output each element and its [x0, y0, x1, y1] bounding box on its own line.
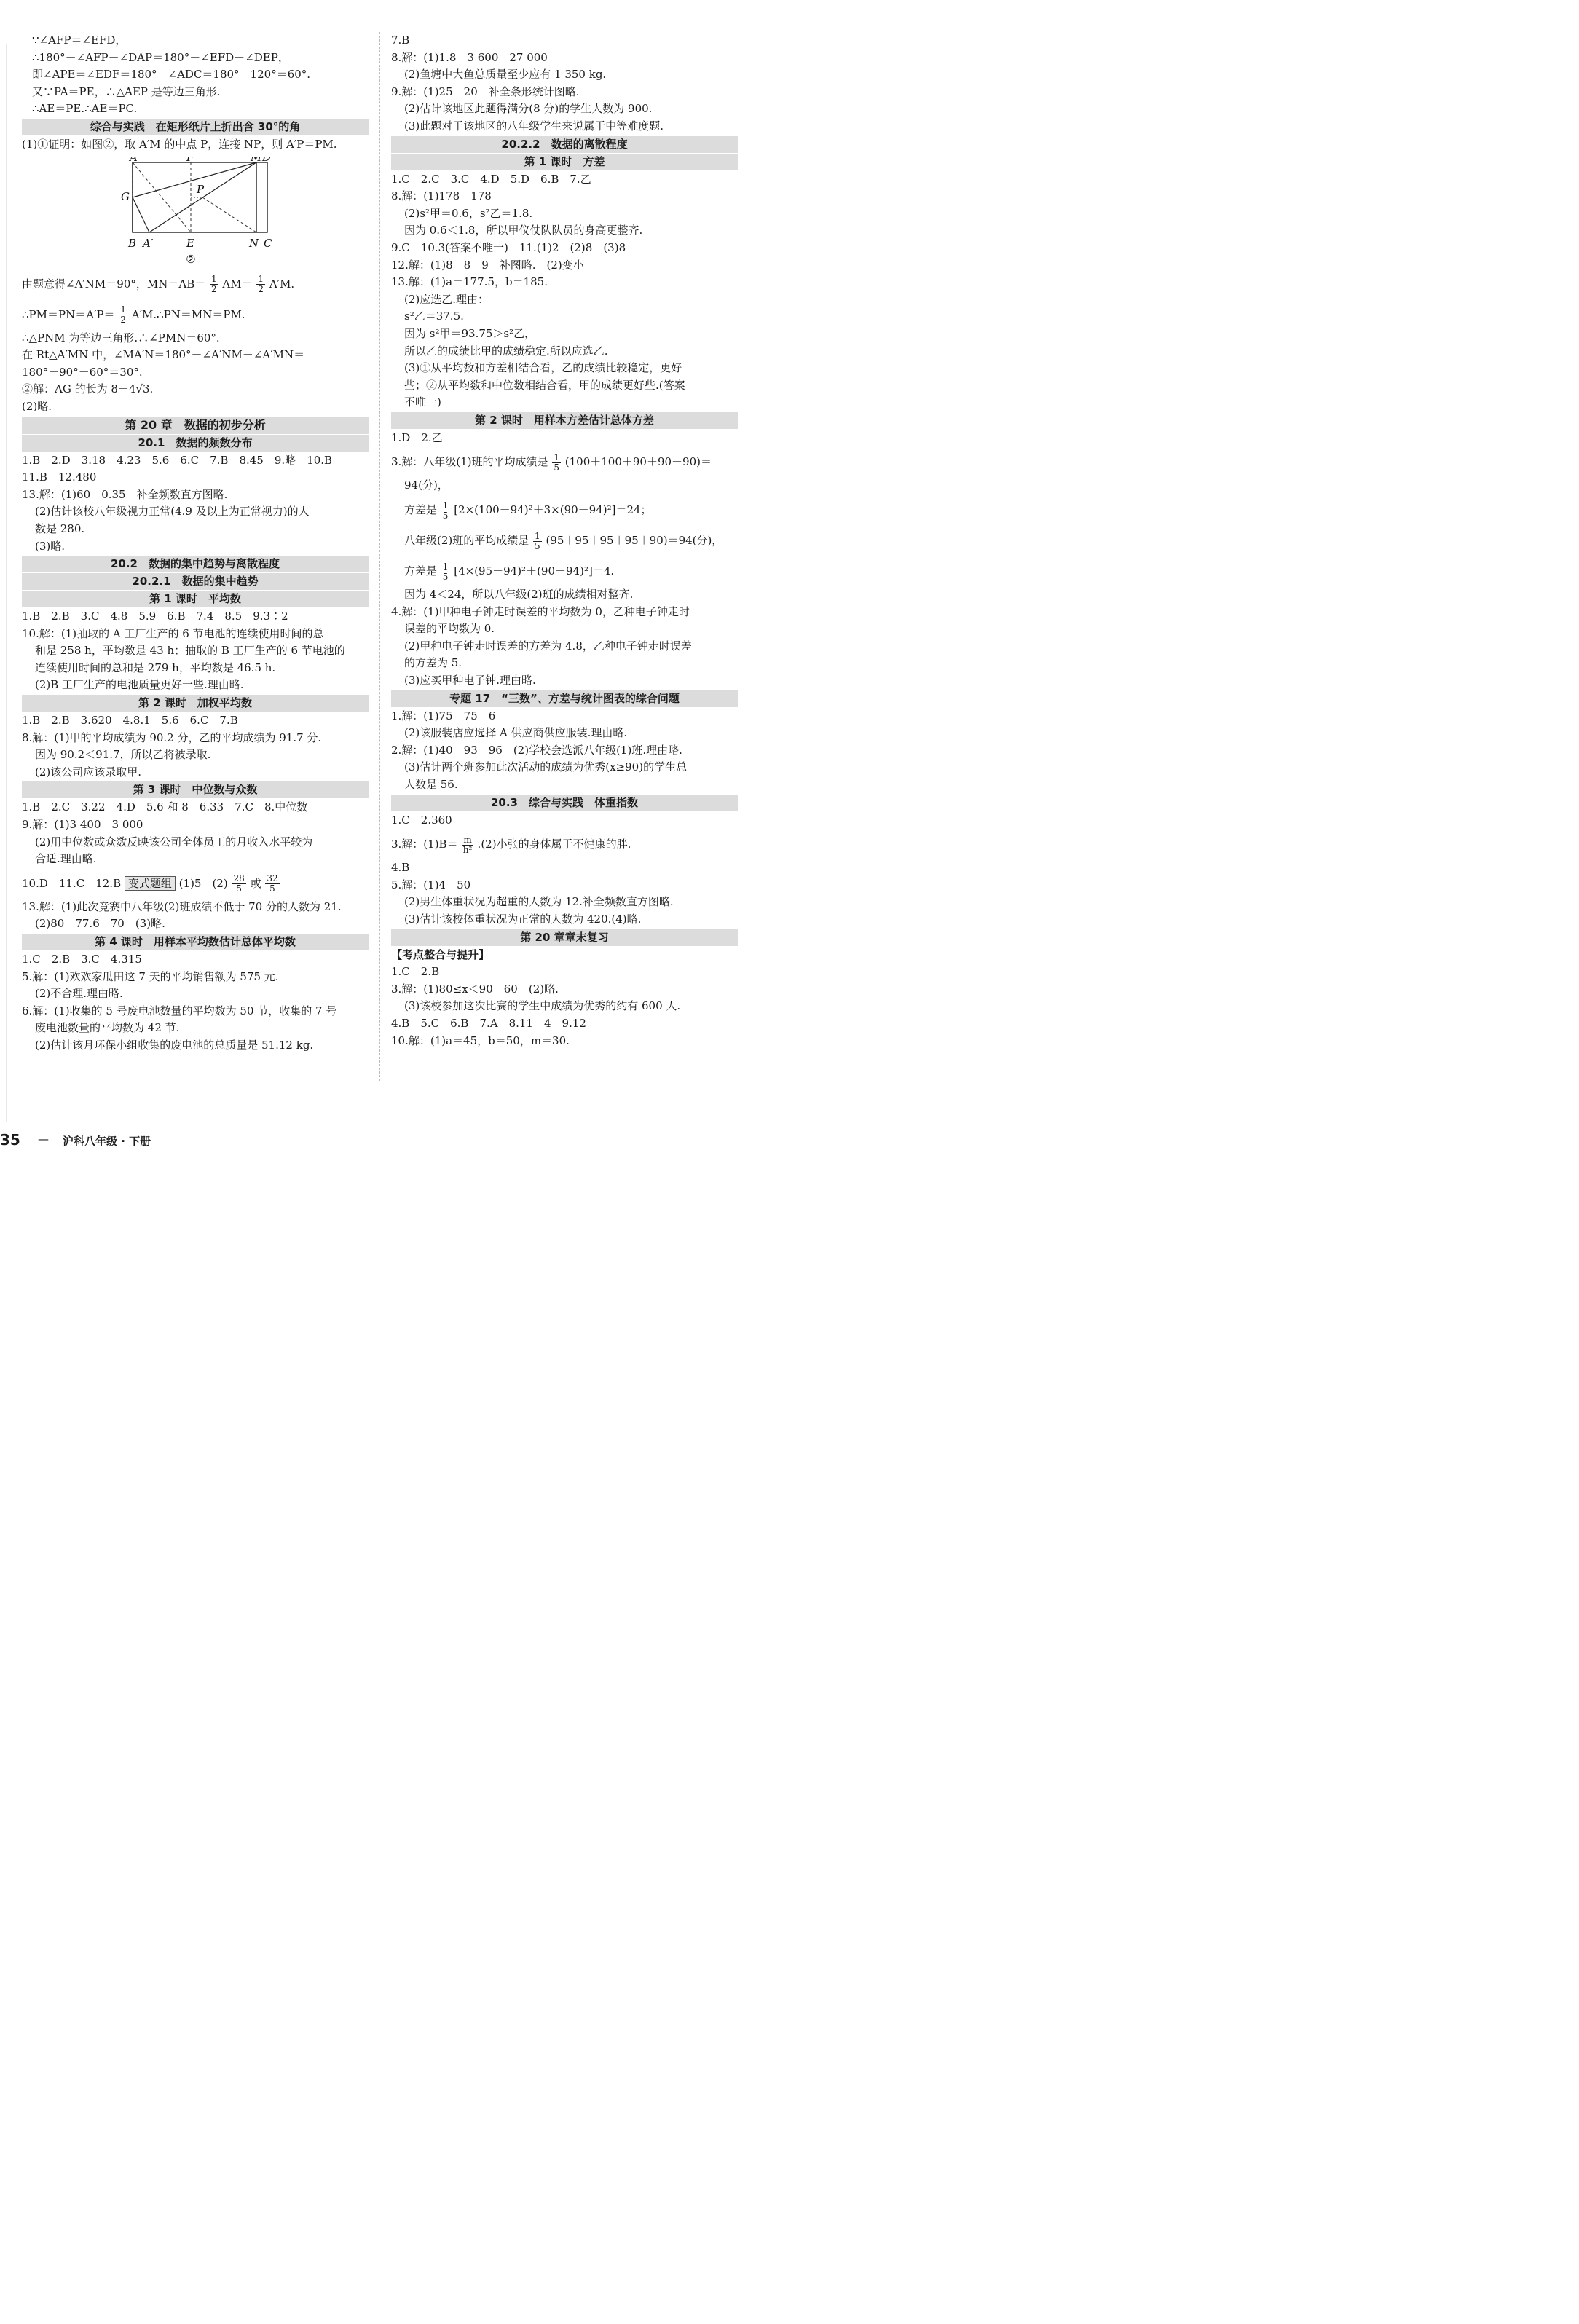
subsection-heading: 20.2.1 数据的集中趋势 — [22, 573, 369, 590]
text-line: 和是 258 h，平均数是 43 h；抽取的 B 工厂生产的 6 节电池的 — [35, 644, 345, 658]
lesson-heading: 第 2 课时 加权平均数 — [22, 695, 369, 712]
text-line: (2)该服装店应选择 A 供应商供应服装.理由略. — [404, 726, 628, 740]
text-line: 些；②从平均数和中位数相结合看，甲的成绩更好些.(答案 — [404, 378, 685, 392]
text-line: 由题意得∠A′NM＝90°，MN＝AB＝ $\frac{1}{2}$ AM＝ $\frac{1}{2}$ A′M. — [22, 274, 295, 295]
svg-text:E: E — [186, 236, 194, 250]
text-line: 合适.理由略. — [35, 852, 97, 866]
text-line: (2)不合理.理由略. — [35, 987, 123, 1001]
text-line: 废电池数量的平均数为 42 节. — [35, 1021, 180, 1035]
rectangle-fold-figure — [22, 157, 369, 266]
text-line: 2.解：(1)40 93 96 (2)学校会选派八年级(1)班.理由略. — [391, 743, 682, 757]
lesson-heading: 第 2 课时 用样本方差估计总体方差 — [391, 412, 738, 429]
text-line: (3)估计两个班参加此次活动的成绩为优秀(x≥90)的学生总 — [404, 760, 688, 774]
text-line: ∴180°－∠AFP－∠DAP＝180°－∠EFD－∠DEP， — [32, 50, 289, 64]
text-line: 180°－90°－60°＝30°. — [22, 365, 143, 379]
text-line: ∴PM＝PN＝A′P＝ $\frac{1}{2}$ A′M.∴PN＝MN＝PM. — [22, 304, 245, 326]
section-heading: 20.3 综合与实践 体重指数 — [391, 795, 738, 811]
text-line: (2)男生体重状况为超重的人数为 12.补全频数直方图略. — [404, 895, 674, 909]
text-line: 的方差为 5. — [404, 656, 462, 670]
text-line: 9.C 10.3(答案不唯一) 11.(1)2 (2)8 (3)8 — [391, 240, 626, 254]
text-line: (2)应选乙.理由： — [404, 292, 489, 306]
lesson-heading: 第 3 课时 中位数与众数 — [22, 781, 369, 798]
text-line: 1.B 2.D 3.18 4.23 5.6 6.C 7.B 8.45 9.略 10.B — [22, 453, 333, 467]
fraction: $\frac{1}{5}$ — [442, 500, 449, 521]
text-line: 连续使用时间的总和是 279 h，平均数是 46.5 h. — [35, 661, 276, 674]
section-heading: 20.1 数据的频数分布 — [22, 435, 369, 452]
text-line: s²乙＝37.5. — [404, 310, 464, 323]
text-line: (2)80 77.6 70 (3)略. — [35, 917, 165, 931]
text-line: 4.解：(1)甲种电子钟走时误差的平均数为 0，乙种电子钟走时 — [391, 604, 690, 618]
text-line: 3.解：(1)B＝ $\frac{m}{\text{h²}}$ .(2)小张的身体属于不健康的胖. — [391, 834, 631, 855]
text-line: 不唯一) — [404, 395, 441, 409]
text-line: 因为 0.6＜1.8，所以甲仪仗队队员的身高更整齐. — [404, 224, 643, 237]
text-line: 在 Rt△A′MN 中，∠MA′N＝180°－∠A′NM－∠A′MN＝ — [22, 348, 305, 362]
lesson-heading: 第 1 课时 平均数 — [22, 591, 369, 607]
text-line: 8.解：(1)178 178 — [391, 189, 492, 203]
text-line: (2)估计该校八年级视力正常(4.9 及以上为正常视力)的人 — [35, 505, 310, 519]
text-line: (2)甲种电子钟走时误差的方差为 4.8，乙种电子钟走时误差 — [404, 639, 692, 653]
text-line: 数是 280. — [35, 521, 85, 535]
svg-text:N: N — [249, 236, 259, 250]
text-line: 方差是 $\frac{1}{5}$ [2×(100－94)²＋3×(90－94)²]＝24； — [404, 500, 652, 521]
text-line: (2)B 工厂生产的电池质量更好一些.理由略. — [35, 678, 244, 692]
fraction: $\frac{1}{2}$ — [211, 274, 217, 295]
text-line: 人数是 56. — [404, 778, 458, 791]
text-line: 8.解：(1)1.8 3 600 27 000 — [391, 50, 548, 64]
text-line: 4.B 5.C 6.B 7.A 8.11 4 9.12 — [391, 1016, 586, 1030]
svg-text:P: P — [197, 182, 205, 196]
text-line: 因为 90.2＜91.7，所以乙将被录取. — [35, 748, 211, 762]
text-line: (2)该公司应该录取甲. — [35, 765, 142, 779]
text-line: 又∵PA＝PE，∴△AEP 是等边三角形. — [32, 84, 221, 98]
text-line: 9.解：(1)3 400 3 000 — [22, 818, 143, 832]
svg-text:A′: A′ — [143, 236, 154, 250]
text-line: 八年级(2)班的平均成绩是 $\frac{1}{5}$ (95＋95＋95＋95＋90)＝94(分)， — [404, 530, 723, 551]
section-heading: 20.2 数据的集中趋势与离散程度 — [22, 556, 369, 572]
text-line: ∵∠AFP＝∠EFD， — [32, 34, 127, 47]
text-line: 7.B — [391, 34, 410, 47]
text-line: ②解：AG 的长为 8－4√3. — [22, 382, 154, 396]
svg-text:A: A — [130, 156, 138, 164]
text-line: 所以乙的成绩比甲的成绩稳定.所以应选乙. — [404, 344, 608, 358]
text-line: (3)估计该校体重状况为正常的人数为 420.(4)略. — [404, 912, 642, 926]
text-line: 误差的平均数为 0. — [404, 622, 495, 636]
text-line: 94(分)， — [404, 478, 449, 492]
text-line: 1.解：(1)75 75 6 — [391, 709, 496, 722]
column-divider — [379, 32, 380, 1081]
page-footer — [0, 1131, 291, 1151]
fraction: $\frac{m}{\text{h²}}$ — [462, 834, 473, 855]
text-line: (2)略. — [22, 399, 52, 413]
text-line: 11.B 12.480 — [22, 470, 97, 484]
text-line: 因为 4＜24，所以八年级(2)班的成绩相对整齐. — [404, 588, 634, 602]
text-line: (2)估计该地区此题得满分(8 分)的学生人数为 900. — [404, 102, 653, 116]
fold-diagram — [22, 157, 369, 266]
text-line: 因为 s²甲＝93.75＞s²乙， — [404, 326, 536, 340]
text-line: 12.解：(1)8 8 9 补图略. (2)变小 — [391, 258, 584, 272]
text-line: 13.解：(1)60 0.35 补全频数直方图略. — [22, 487, 228, 501]
text-line: 1.B 2.B 3.C 4.8 5.9 6.B 7.4 8.5 9.3∶2 — [22, 610, 288, 623]
svg-text:M: M — [251, 156, 262, 164]
text-line: ∴AE＝PE.∴AE＝PC. — [32, 102, 138, 116]
text-line: 1.C 2.B 3.C 4.315 — [22, 953, 142, 966]
page-number: 35 — [0, 1131, 20, 1149]
svg-text:C: C — [264, 236, 272, 250]
text-line: 10.解：(1)抽取的 A 工厂生产的 6 节电池的连续使用时间的总 — [22, 626, 324, 640]
text-line: 9.解：(1)25 20 补全条形统计图略. — [391, 84, 580, 98]
text-line: (2)估计该月环保小组收集的废电池的总质量是 51.12 kg. — [35, 1038, 314, 1052]
text-line: 5.解：(1)4 50 — [391, 878, 471, 891]
text-line: (3)略. — [35, 539, 66, 553]
text-line: (2)用中位数或众数反映该公司全体员工的月收入水平较为 — [35, 835, 313, 848]
fraction: $\frac{1}{2}$ — [120, 304, 126, 326]
text-line: (2)s²甲＝0.6，s²乙＝1.8. — [404, 206, 533, 220]
chapter-heading: 第 20 章 数据的初步分析 — [22, 417, 369, 434]
lesson-heading: 第 4 课时 用样本平均数估计总体平均数 — [22, 934, 369, 950]
right-column — [391, 32, 738, 1049]
text-line: 1.B 2.C 3.22 4.D 5.6 和 8 6.33 7.C 8.中位数 — [22, 800, 308, 814]
text-line: 即∠APE＝∠EDF＝180°－∠ADC＝180°－120°＝60°. — [32, 68, 311, 82]
page-edge-mark — [6, 44, 7, 1122]
footer-dash: — — [38, 1133, 49, 1146]
left-column — [22, 32, 369, 1055]
text-line: 方差是 $\frac{1}{5}$ [4×(95－94)²＋(90－94)²]＝4. — [404, 561, 615, 582]
book-title: 沪科八年级 · 下册 — [63, 1135, 151, 1148]
review-heading: 第 20 章章末复习 — [391, 929, 738, 946]
variant-tag: 变式题组 — [125, 876, 176, 891]
text-line: 1.B 2.B 3.620 4.8.1 5.6 6.C 7.B — [22, 714, 238, 728]
text-line: 13.解：(1)此次竞赛中八年级(2)班成绩不低于 70 分的人数为 21. — [22, 899, 342, 913]
text-line: (1)①证明：如图②，取 A′M 的中点 P，连接 NP，则 A′P＝PM. — [22, 137, 337, 151]
lesson-heading: 第 1 课时 方差 — [391, 154, 738, 170]
svg-text:B: B — [128, 236, 137, 250]
text-line: ∴△PNM 为等边三角形.∴∠PMN＝60°. — [22, 331, 220, 344]
fraction: $\frac{28}{5}$ — [233, 873, 245, 894]
text-line: (3)此题对于该地区的八年级学生来说属于中等难度题. — [404, 119, 664, 133]
fraction: $\frac{32}{5}$ — [267, 873, 278, 894]
text-line: 5.解：(1)欢欢家瓜田这 7 天的平均销售额为 575 元. — [22, 969, 279, 983]
svg-text:D: D — [262, 156, 272, 164]
text-line: 1.C 2.B — [391, 965, 440, 979]
text-line: 1.C 2.360 — [391, 813, 452, 827]
text-line: (2)鱼塘中大鱼总质量至少应有 1 350 kg. — [404, 68, 607, 82]
fraction: $\frac{1}{5}$ — [554, 452, 559, 473]
text-line: 1.C 2.C 3.C 4.D 5.D 6.B 7.乙 — [391, 172, 591, 186]
fraction: $\frac{1}{2}$ — [258, 274, 264, 295]
text-line: 【考点整合与提升】 — [391, 948, 490, 961]
text-line: 13.解：(1)a＝177.5，b＝185. — [391, 275, 548, 289]
topic-heading: 专题 17 “三数”、方差与统计图表的综合问题 — [391, 690, 738, 707]
text-line: (3)该校参加这次比赛的学生中成绩为优秀的约有 600 人. — [404, 999, 681, 1013]
text-line: 4.B — [391, 861, 410, 875]
text-line: (3)①从平均数和方差相结合看，乙的成绩比较稳定，更好 — [404, 361, 682, 375]
text-line: 10.D 11.C 12.B 变式题组 (1)5 (2) $\frac{28}{5}$ 或 $\frac{32}{5}$ — [22, 873, 278, 894]
text-line: 10.解：(1)a＝45，b＝50，m＝30. — [391, 1033, 570, 1047]
fraction: $\frac{1}{5}$ — [442, 561, 449, 582]
section-heading-practice: 综合与实践 在矩形纸片上折出含 30°的角 — [22, 119, 369, 135]
text-line: (3)应买甲种电子钟.理由略. — [404, 674, 536, 688]
svg-text:G: G — [121, 189, 130, 203]
text-line: 8.解：(1)甲的平均成绩为 90.2 分，乙的平均成绩为 91.7 分. — [22, 730, 322, 744]
text-line: 1.D 2.乙 — [391, 430, 443, 444]
svg-text:F: F — [186, 156, 194, 164]
text-line: 6.解：(1)收集的 5 号废电池数量的平均数为 50 节，收集的 7 号 — [22, 1004, 337, 1017]
fraction: $\frac{1}{5}$ — [535, 530, 540, 551]
subsection-heading: 20.2.2 数据的离散程度 — [391, 136, 738, 153]
text-line: 3.解：八年级(1)班的平均成绩是 $\frac{1}{5}$ (100＋100＋90＋90＋90)＝ — [391, 452, 712, 473]
svg-text:②: ② — [186, 252, 196, 266]
text-line: 3.解：(1)80≤x＜90 60 (2)略. — [391, 982, 559, 996]
